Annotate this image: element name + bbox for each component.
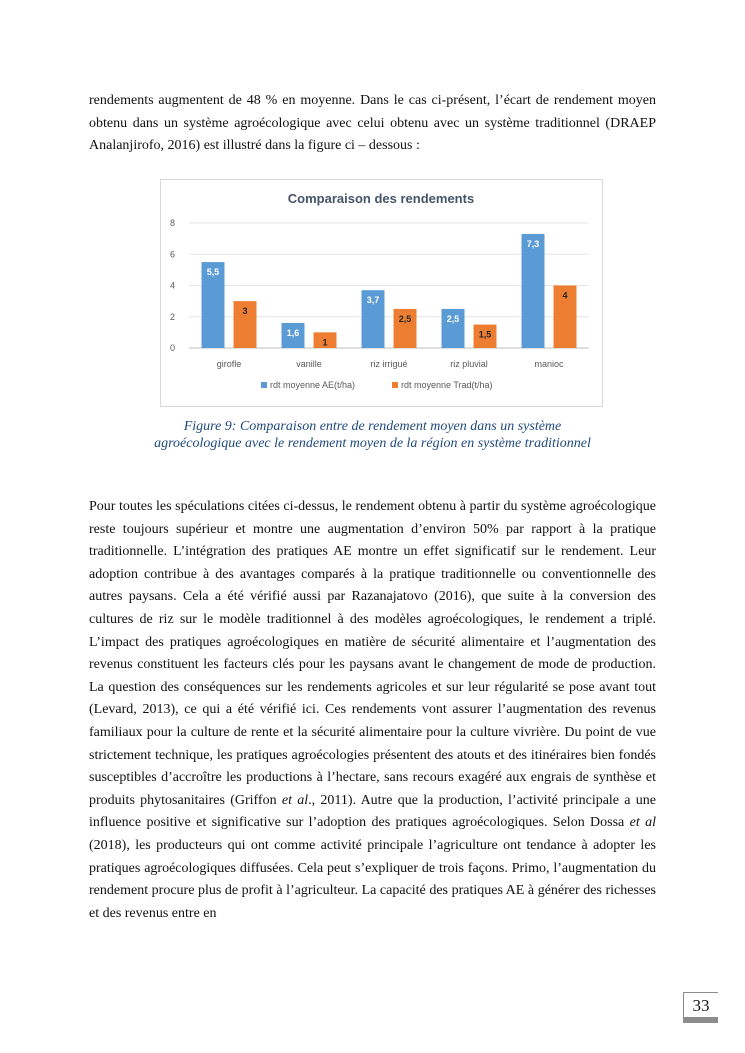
page-number: 33 bbox=[683, 992, 718, 1017]
page-number-bar bbox=[683, 1017, 718, 1023]
data-label: 2,5 bbox=[398, 313, 412, 324]
data-label: 1,5 bbox=[478, 329, 492, 340]
y-tick-label: 0 bbox=[169, 343, 175, 353]
legend-label: rdt moyenne Trad(t/ha) bbox=[401, 380, 493, 390]
x-tick-label: riz pluvial bbox=[450, 359, 488, 369]
body-text-etal-1: et al bbox=[281, 792, 309, 808]
body-text-1: Pour toutes les spéculations citées ci-dessus, le rendement obtenu à partir du système agroécologique reste toujours supérieur et montre une augmentation d’environ 50% par rapport à la pratique traditionnelle. L’intégration des pratiques AE montre un effet significatif sur le rendement. Leur adoption contribue à des avantages comparés à la pratique traditionnelle ou conventionnelle des autres paysans. Cela a été vérifié aussi par Razanajatovo (2016), que suite à la conversion des cultures de riz sur le modèle traditionnel à des modèles agroécologiques, le rendement a triplé. L’impact des pratiques agroécologiques en matière de sécurité alimentaire et l’augmentation des revenus constituent les facteurs clés pour les paysans avant le changement de mode de production. La question des conséquences sur les rendements agricoles et sur leur régularité se pose avant tout (Levard, 2013), ce qui a été vérifié ici. Ces rendements vont assurer l’augmentation des revenus familiaux pour la culture de rente et la sécurité alimentaire pour la culture vivrière. Du point de vue strictement technique, les pratiques agroécologies présentent des atouts et des itinéraires bien fondés susceptibles d’accroître les productions à l’hectare, sans recours exagéré aux engrais de synthèse et produits phytosanitaires (Griffon bbox=[89, 499, 656, 808]
x-tick-label: vanille bbox=[296, 359, 322, 369]
body-text-2: ., 2011). Autre que la production, l’activité principale a une influence positive et significative sur l’adoption des pratiques agroécologiques. Selon Dossa bbox=[89, 792, 657, 831]
body-text-etal-2: et al bbox=[629, 815, 656, 831]
legend-label: rdt moyenne AE(t/ha) bbox=[270, 380, 356, 390]
legend-swatch bbox=[261, 382, 267, 388]
bar-chart bbox=[160, 179, 603, 407]
x-tick-label: girofle bbox=[216, 359, 242, 369]
caption-line-1: Figure 9: Comparaison entre de rendement moyen dans un système bbox=[183, 419, 562, 434]
x-tick-label: riz irrigué bbox=[370, 359, 408, 369]
y-tick-label: 8 bbox=[169, 218, 175, 228]
data-label: 1,6 bbox=[286, 328, 300, 338]
intro-paragraph: rendements augmentent de 48 % en moyenne. Dans le cas ci-présent, l’écart de rendement moyen obtenu dans un système agroécologique avec celui obtenu avec un système traditionnel (DRAEP Analanjirofo, 2016) est illustré dans la figure ci – dessous : bbox=[89, 93, 656, 154]
data-label: 4 bbox=[562, 290, 568, 301]
data-label: 1 bbox=[322, 337, 328, 348]
x-tick-label: manioc bbox=[534, 359, 564, 369]
data-label: 3 bbox=[242, 306, 248, 317]
data-label: 3,7 bbox=[366, 295, 380, 306]
data-label: 5,5 bbox=[206, 267, 220, 278]
body-paragraph bbox=[89, 496, 656, 925]
y-tick-label: 4 bbox=[169, 280, 175, 291]
chart-title: Comparaison des rendements bbox=[287, 191, 475, 206]
data-label: 7,3 bbox=[526, 238, 540, 249]
y-tick-label: 2 bbox=[169, 311, 175, 322]
y-tick-label: 6 bbox=[169, 249, 175, 260]
figure-caption bbox=[120, 418, 625, 452]
bar-ae bbox=[522, 234, 545, 348]
caption-line-2: agroécologique avec le rendement moyen de la région en système traditionnel bbox=[154, 436, 591, 451]
data-label: 2,5 bbox=[446, 313, 460, 324]
legend-swatch bbox=[392, 382, 398, 388]
body-text-3: (2018), les producteurs qui ont comme activité principale l’agriculture ont tendance à adopter les pratiques agroécologiques diffusées. Cela peut s’expliquer de trois façons. Primo, l’augmentation du rendement procure plus de profit à l’agriculteur. La capacité des pratiques AE à générer des richesses et des revenus entre en bbox=[89, 837, 656, 921]
chart-canvas bbox=[161, 180, 602, 406]
